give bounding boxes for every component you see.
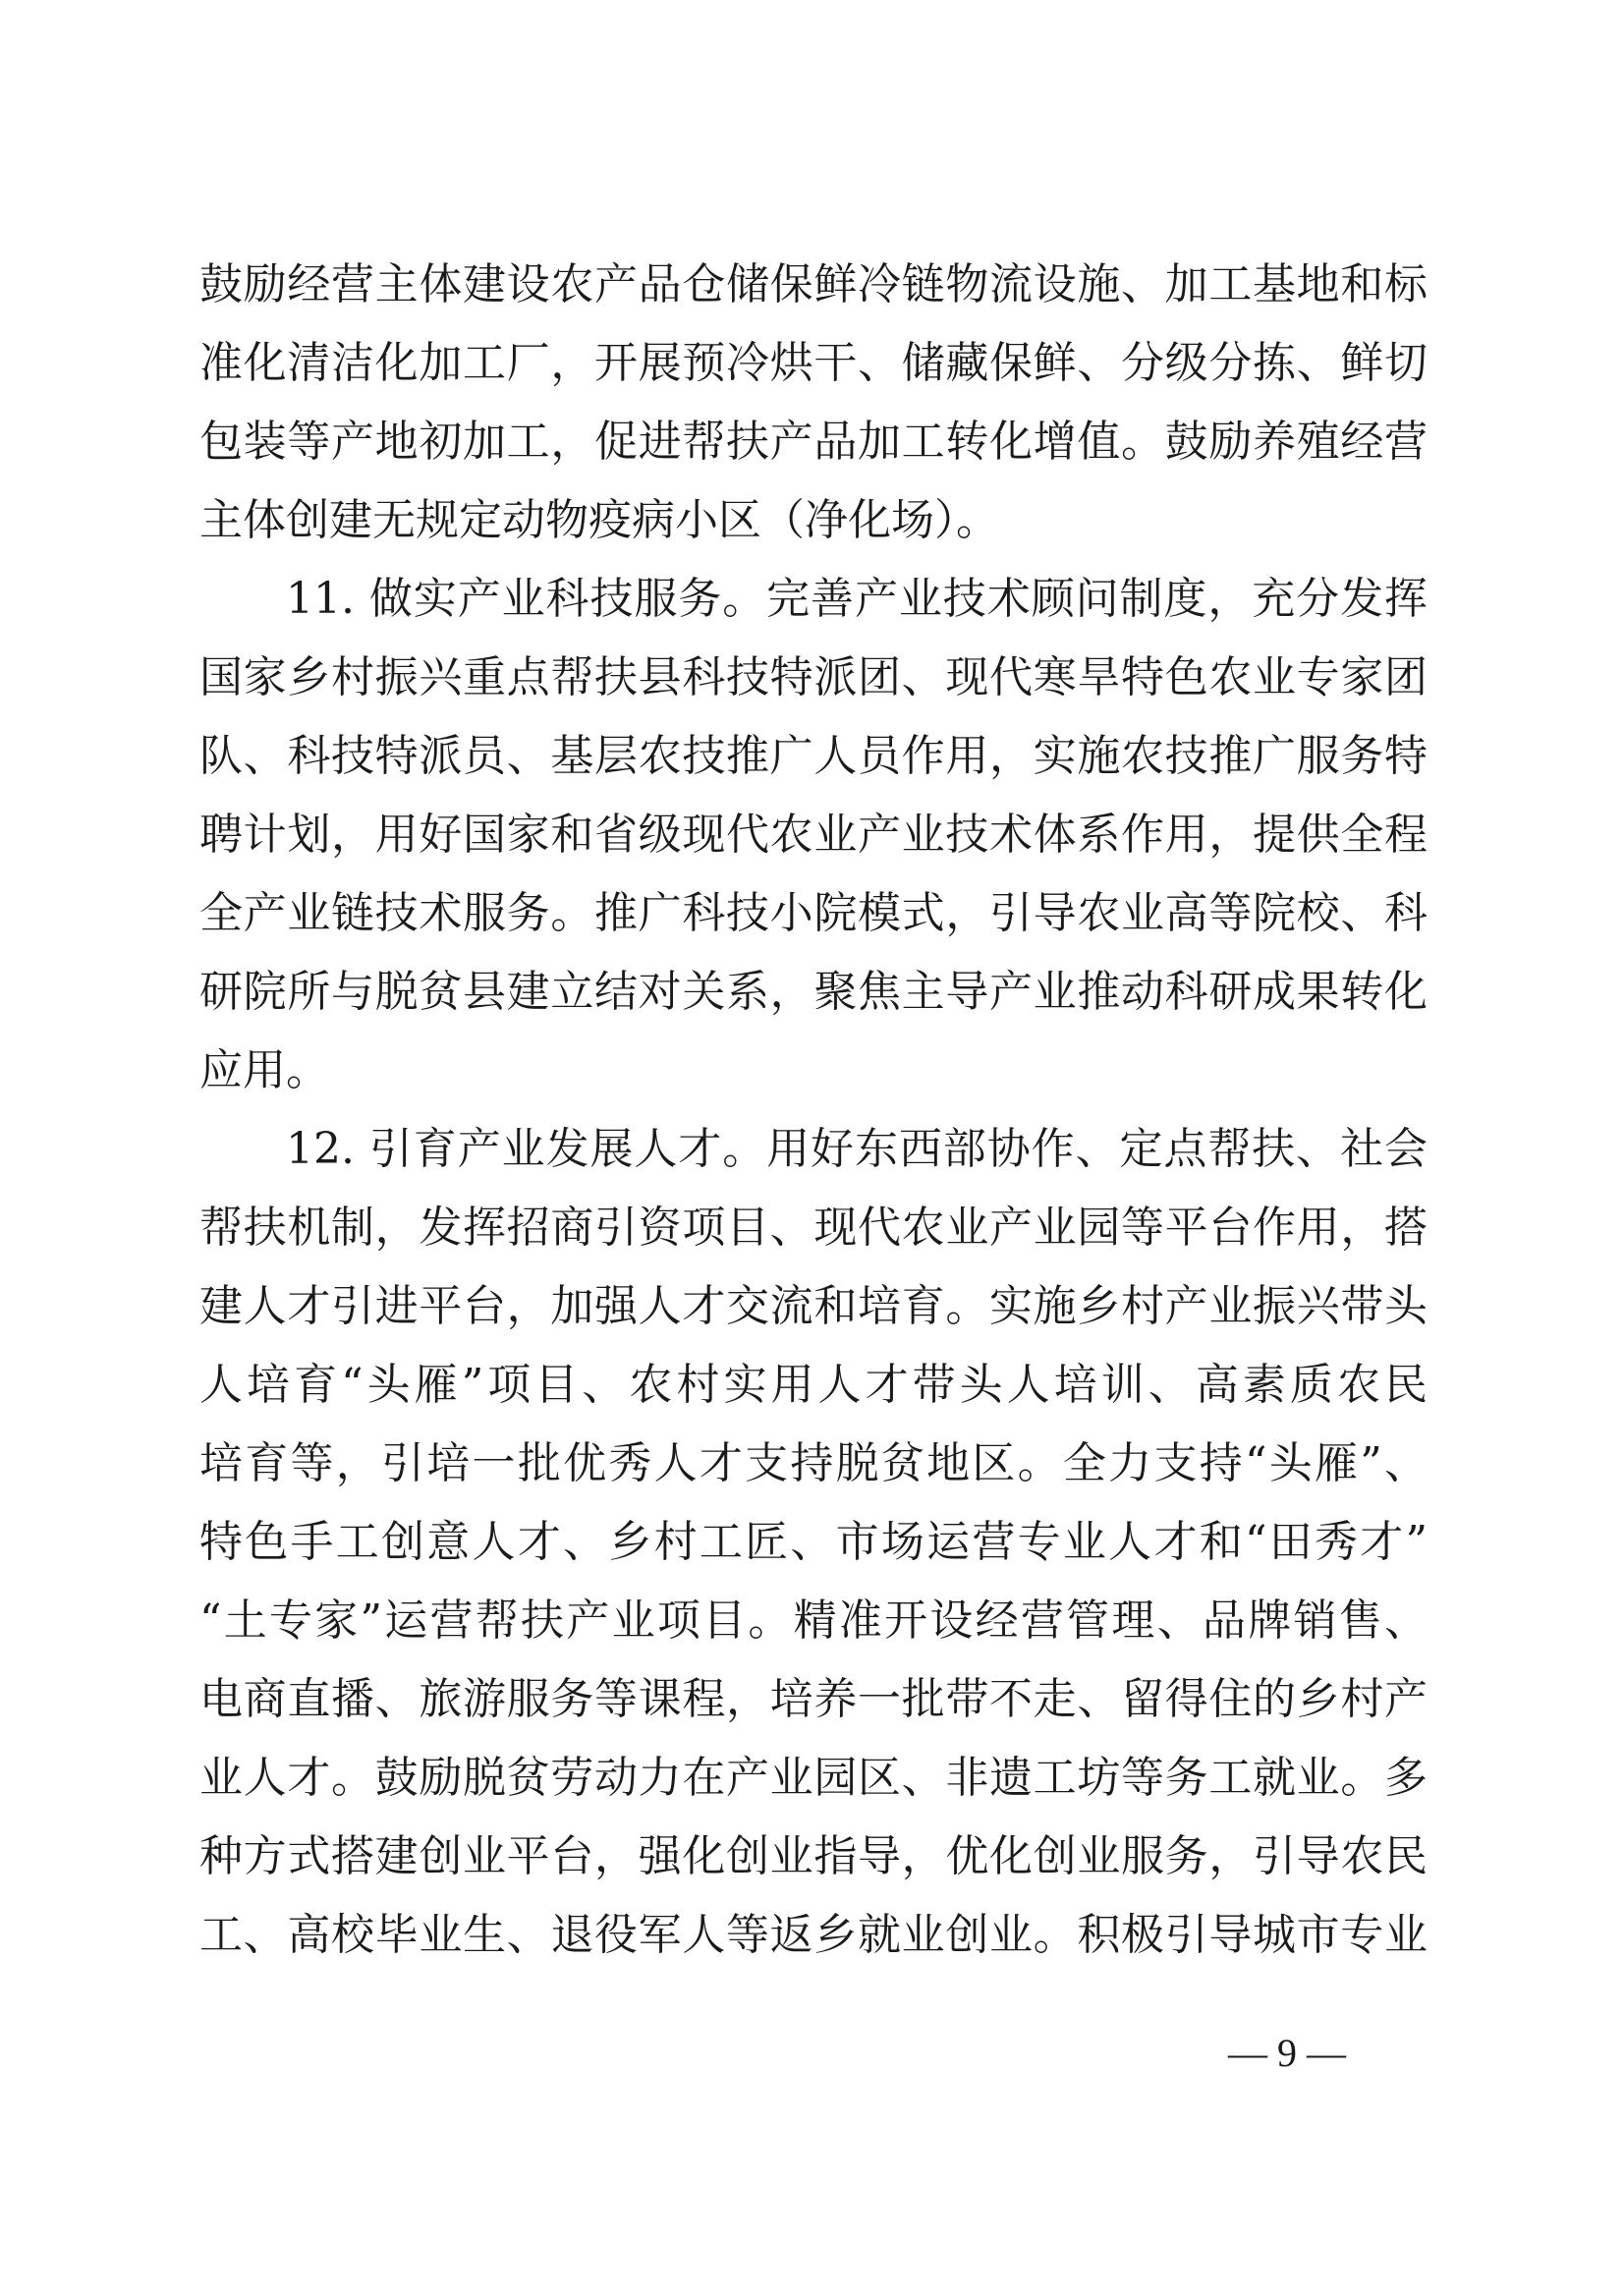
text-line: 聘计划，用好国家和省级现代农业产业技术体系作用，提供全程 <box>199 810 1428 860</box>
text-line: 国家乡村振兴重点帮扶县科技特派团、现代寒旱特色农业专家团 <box>199 652 1428 702</box>
page-number: — 9 — <box>1228 2031 1346 2075</box>
text-line: 研院所与脱贫县建立结对关系，聚焦主导产业推动科研成果转化 <box>199 967 1428 1017</box>
text-line: 准化清洁化加工厂，开展预冷烘干、储藏保鲜、分级分拣、鲜切 <box>199 338 1428 388</box>
text-line: 11. 做实产业科技服务。完善产业技术顾问制度，充分发挥 <box>286 574 1428 624</box>
text-line: 队、科技特派员、基层农技推广人员作用，实施农技推广服务特 <box>199 731 1428 781</box>
text-line: 12. 引育产业发展人才。用好东西部协作、定点帮扶、社会 <box>286 1124 1428 1174</box>
text-line: 应用。 <box>199 1045 329 1095</box>
text-line: 包装等产地初加工，促进帮扶产品加工转化增值。鼓励养殖经营 <box>199 417 1428 467</box>
text-line: 鼓励经营主体建设农产品仓储保鲜冷链物流设施、加工基地和标 <box>199 259 1428 309</box>
text-line: 全产业链技术服务。推广科技小院模式，引导农业高等院校、科 <box>199 888 1428 938</box>
text-line: 种方式搭建创业平台，强化创业指导，优化创业服务，引导农民 <box>199 1831 1428 1881</box>
text-line: 人培育“头雁”项目、农村实用人才带头人培训、高素质农民 <box>199 1360 1428 1410</box>
paragraph-1 <box>199 246 1428 560</box>
text-line: 电商直播、旅游服务等课程，培养一批带不走、留得住的乡村产 <box>199 1674 1428 1724</box>
paragraph-12-talent <box>199 1110 1428 1975</box>
text-line: “土专家”运营帮扶产业项目。精准开设经营管理、品牌销售、 <box>199 1595 1428 1646</box>
text-line: 培育等，引培一批优秀人才支持脱贫地区。全力支持“头雁”、 <box>199 1438 1428 1488</box>
text-line: 主体创建无规定动物疫病小区（净化场）。 <box>199 495 999 545</box>
body-text <box>199 246 1428 1975</box>
text-line: 特色手工创意人才、乡村工匠、市场运营专业人才和“田秀才” <box>199 1517 1428 1567</box>
text-line: 帮扶机制，发挥招商引资项目、现代农业产业园等平台作用，搭 <box>199 1203 1428 1253</box>
text-line: 建人才引进平台，加强人才交流和培育。实施乡村产业振兴带头 <box>199 1281 1428 1331</box>
text-line: 工、高校毕业生、退役军人等返乡就业创业。积极引导城市专业 <box>199 1910 1428 1960</box>
text-line: 业人才。鼓励脱贫劳动力在产业园区、非遗工坊等务工就业。多 <box>199 1753 1428 1803</box>
paragraph-11-tech-service <box>199 560 1428 1110</box>
